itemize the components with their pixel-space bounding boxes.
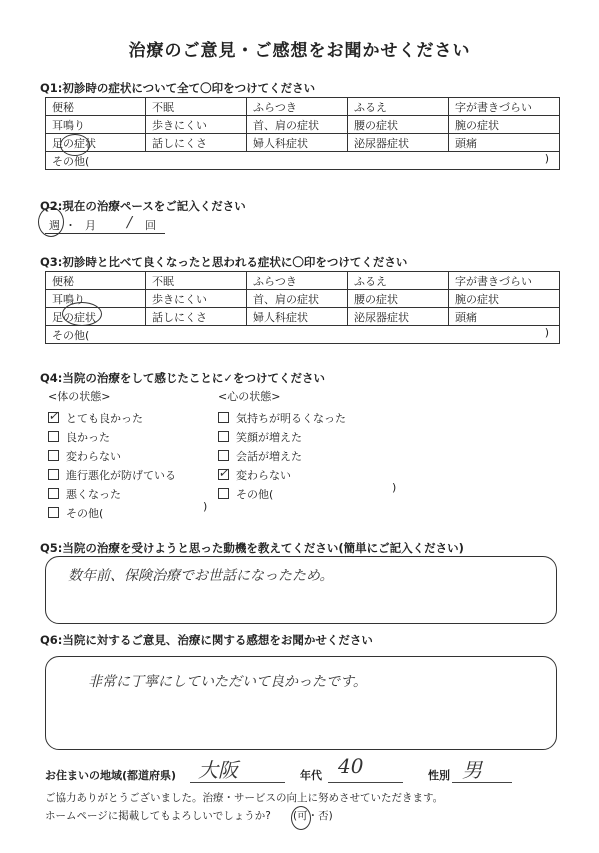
symptom-option[interactable]: 泌尿器症状 <box>348 308 449 326</box>
publish-choice[interactable]: (可・否) <box>293 810 333 822</box>
q4-body-column <box>48 388 176 524</box>
checkbox[interactable] <box>218 466 229 481</box>
symptom-option[interactable]: 婦人科症状 <box>247 134 348 152</box>
q6-answer-text: 非常に丁寧にしていただいて良かったです。 <box>88 674 367 690</box>
q2-dot: ・ <box>65 219 76 232</box>
feeling-option[interactable] <box>218 448 346 467</box>
feeling-option-label: 進行悪化が防げている <box>66 469 176 482</box>
feeling-option[interactable] <box>48 410 176 429</box>
feeling-option[interactable] <box>48 429 176 448</box>
symptom-option[interactable]: 話しにくさ <box>146 134 247 152</box>
symptom-other-label: その他( <box>52 328 90 342</box>
symptom-option[interactable]: 耳鳴り <box>46 116 146 134</box>
symptom-row <box>46 134 560 152</box>
feeling-option-label: 笑顔が増えた <box>236 431 302 444</box>
symptom-option[interactable]: 足の症状 <box>46 308 146 326</box>
gender-label: 性別 <box>428 769 450 782</box>
feeling-option[interactable] <box>48 467 176 486</box>
symptom-option[interactable]: 足の症状 <box>46 134 146 152</box>
symptom-option[interactable]: 不眠 <box>146 272 247 290</box>
feeling-option-label: 変わらない <box>66 450 121 463</box>
q5-answer-text: 数年前、保険治療でお世話になったため。 <box>68 568 334 584</box>
symptom-option[interactable]: 歩きにくい <box>146 116 247 134</box>
thanks-text: ご協力ありがとうございました。治療・サービスの向上に努めさせていただきます。 <box>45 792 444 804</box>
q6-question: Q6:当院に対するご意見、治療に関する感想をお聞かせください <box>40 633 373 647</box>
symptom-other-field[interactable] <box>46 326 560 344</box>
feeling-option-label: 会話が増えた <box>236 450 302 463</box>
checkbox[interactable] <box>48 431 59 442</box>
symptom-option[interactable]: ふらつき <box>247 272 348 290</box>
feeling-option-label: とても良かった <box>66 412 143 425</box>
feeling-option-label: その他( <box>236 488 274 501</box>
q5-answer-box[interactable] <box>45 556 557 624</box>
region-value[interactable]: 大阪 <box>198 758 238 782</box>
symptom-row <box>46 116 560 134</box>
feeling-option[interactable] <box>218 486 346 505</box>
symptom-option[interactable]: 字が書きづらい <box>449 272 560 290</box>
symptom-option[interactable]: ふるえ <box>348 98 449 116</box>
symptom-other-label: その他( <box>52 154 90 168</box>
q3-selection-circle <box>62 302 102 326</box>
symptom-row <box>46 290 560 308</box>
q6-answer-box[interactable] <box>45 656 557 750</box>
checkbox[interactable] <box>48 450 59 461</box>
checkbox[interactable] <box>218 450 229 461</box>
checkbox[interactable] <box>218 431 229 442</box>
feeling-option-label: その他( <box>66 507 104 520</box>
q2-week-circle <box>38 207 64 237</box>
symptom-option[interactable]: 頭痛 <box>449 308 560 326</box>
q4-mind-column <box>218 388 346 505</box>
feeling-option-label: 悪くなった <box>66 488 121 501</box>
q2-week: 週 <box>49 219 60 232</box>
gender-value[interactable]: 男 <box>462 758 482 782</box>
symptom-other-row <box>46 326 560 344</box>
symptom-option[interactable]: 耳鳴り <box>46 290 146 308</box>
symptom-other-close: ) <box>544 326 549 339</box>
checkbox[interactable] <box>48 469 59 480</box>
symptom-option[interactable]: ふるえ <box>348 272 449 290</box>
feeling-option-label: 良かった <box>66 431 110 444</box>
feeling-option[interactable] <box>218 429 346 448</box>
q4-question: Q4:当院の治療をして感じたことに✓をつけてください <box>40 371 326 385</box>
symptom-option[interactable]: 歩きにくい <box>146 290 247 308</box>
symptom-option[interactable]: 腕の症状 <box>449 290 560 308</box>
check-mark-icon: ✓ <box>48 409 59 424</box>
symptom-option[interactable]: ふらつき <box>247 98 348 116</box>
checkbox[interactable] <box>218 488 229 499</box>
q2-question: Q2:現在の治療ペースをご記入ください <box>40 199 246 213</box>
symptom-option[interactable]: 話しにくさ <box>146 308 247 326</box>
publish-yes-circle <box>291 806 311 830</box>
q4-mind-other-close: ) <box>392 481 397 494</box>
symptom-option[interactable]: 首、肩の症状 <box>247 116 348 134</box>
q4-body-other-close: ) <box>203 500 208 513</box>
q2-month: 月 <box>85 219 96 232</box>
symptom-option[interactable]: 不眠 <box>146 98 247 116</box>
symptom-option[interactable]: 腰の症状 <box>348 290 449 308</box>
symptom-option[interactable]: 泌尿器症状 <box>348 134 449 152</box>
symptom-option[interactable]: 頭痛 <box>449 134 560 152</box>
age-label: 年代 <box>300 769 322 782</box>
q3-symptom-table <box>45 271 560 344</box>
feeling-option[interactable] <box>218 467 346 486</box>
symptom-other-row <box>46 152 560 170</box>
q1-symptom-table <box>45 97 560 170</box>
gender-underline <box>452 782 512 783</box>
symptom-other-field[interactable] <box>46 152 560 170</box>
feeling-option-label: 変わらない <box>236 469 291 482</box>
feeling-option-label: 気持ちが明るくなった <box>236 412 346 425</box>
feeling-option[interactable] <box>48 486 176 505</box>
checkbox[interactable] <box>48 409 59 424</box>
symptom-row <box>46 308 560 326</box>
symptom-option[interactable]: 便秘 <box>46 272 146 290</box>
checkbox[interactable] <box>48 488 59 499</box>
symptom-row <box>46 98 560 116</box>
age-underline <box>328 782 403 783</box>
symptom-option[interactable]: 婦人科症状 <box>247 308 348 326</box>
q4-mind-heading: <心の状態> <box>218 390 281 403</box>
feeling-option[interactable] <box>48 505 176 524</box>
q1-question: Q1:初診時の症状について全て〇印をつけてください <box>40 81 316 95</box>
q4-body-heading: <体の状態> <box>48 390 111 403</box>
check-mark-icon: ✓ <box>218 466 229 481</box>
region-label: お住まいの地域(都道府県) <box>45 769 177 782</box>
symptom-option[interactable]: 字が書きづらい <box>449 98 560 116</box>
q3-question: Q3:初診時と比べて良くなったと思われる症状に〇印をつけてください <box>40 255 408 269</box>
symptom-option[interactable]: 便秘 <box>46 98 146 116</box>
q2-times: 回 <box>145 219 156 232</box>
checkbox[interactable] <box>218 412 229 423</box>
publish-question: ホームページに掲載してもよろしいでしょうか? <box>45 810 271 822</box>
symptom-option[interactable]: 腕の症状 <box>449 116 560 134</box>
q1-selection-circle <box>60 134 90 156</box>
symptom-other-close: ) <box>544 152 549 165</box>
q2-slash: / <box>127 213 133 231</box>
symptom-row <box>46 272 560 290</box>
feeling-option[interactable] <box>48 448 176 467</box>
checkbox[interactable] <box>48 507 59 518</box>
q5-question: Q5:当院の治療を受けようと思った動機を教えてください(簡単にご記入ください) <box>40 541 464 555</box>
age-value[interactable]: 40 <box>338 754 364 778</box>
page-title: 治療のご意見・ご感想をお聞かせください <box>128 41 471 61</box>
symptom-option[interactable]: 腰の症状 <box>348 116 449 134</box>
symptom-option[interactable]: 首、肩の症状 <box>247 290 348 308</box>
feeling-option[interactable] <box>218 410 346 429</box>
